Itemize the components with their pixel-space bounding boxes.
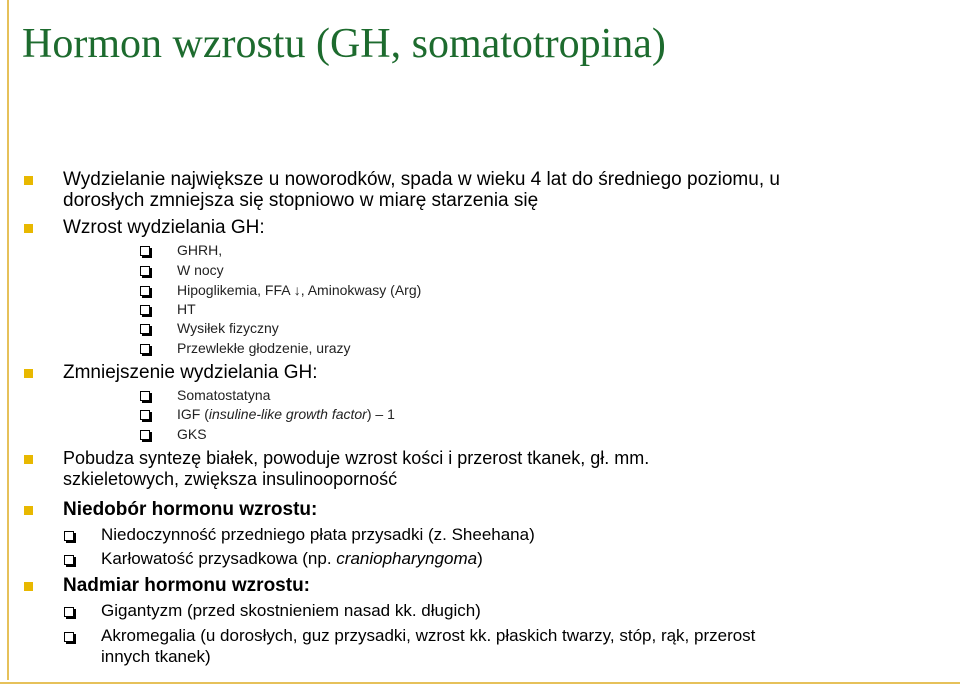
bullet-square-icon: [24, 176, 33, 185]
bottom-border-line: [0, 682, 960, 684]
checkbox-bullet-icon: [140, 391, 150, 401]
checkbox-bullet-icon: [64, 632, 74, 642]
checkbox-bullet-icon: [140, 410, 150, 420]
bullet-text: Wydzielanie największe u noworodków, spada w wieku 4 lat do średniego poziomu, u dorosłych zmniejsza się stopniowo w miarę starzenia się: [63, 169, 780, 211]
bullet-text: Zmniejszenie wydzielania GH:: [63, 362, 318, 383]
left-border-line: [7, 0, 9, 680]
bullet-text: Pobudza syntezę białek, powoduje wzrost kości i przerost tkanek, gł. mm. szkieletowych, zwiększa insulinooporność: [63, 448, 650, 489]
bullet-text: Wzrost wydzielania GH:: [63, 217, 265, 238]
sub-bullet-text: Hipoglikemia, FFA ↓, Aminokwasy (Arg): [177, 282, 422, 298]
sub-bullet-text: GHRH,: [177, 242, 223, 258]
sub-bullet-text: HT: [177, 301, 196, 317]
checkbox-bullet-icon: [64, 555, 74, 565]
checkbox-bullet-icon: [140, 324, 150, 334]
sub-bullet-text: Somatostatyna: [177, 387, 271, 403]
sub-bullet-text: Akromegalia (u dorosłych, guz przysadki, wzrost kk. płaskich twarzy, stóp, rąk, przerost innych tkanek): [101, 626, 756, 666]
checkbox-bullet-icon: [64, 531, 74, 541]
bullet-square-icon: [24, 224, 33, 233]
bullet-square-icon: [24, 369, 33, 378]
checkbox-bullet-icon: [140, 344, 150, 354]
sub-bullet-text: IGF (insuline-like growth factor) – 1: [177, 406, 395, 422]
sub-bullet-text: Karłowatość przysadkowa (np. craniopharyngoma): [101, 549, 483, 568]
slide-title: Hormon wzrostu (GH, somatotropina): [22, 21, 666, 67]
sub-bullet-text: Niedoczynność przedniego płata przysadki (z. Sheehana): [101, 525, 535, 544]
checkbox-bullet-icon: [64, 607, 74, 617]
bullet-heading: Niedobór hormonu wzrostu:: [63, 499, 318, 520]
bullet-square-icon: [24, 455, 33, 464]
checkbox-bullet-icon: [140, 305, 150, 315]
sub-bullet-text: GKS: [177, 426, 207, 442]
sub-bullet-text: Przewlekłe głodzenie, urazy: [177, 340, 351, 356]
bullet-heading: Nadmiar hormonu wzrostu:: [63, 575, 311, 596]
checkbox-bullet-icon: [140, 266, 150, 276]
sub-bullet-text: W nocy: [177, 262, 224, 278]
checkbox-bullet-icon: [140, 286, 150, 296]
bullet-square-icon: [24, 506, 33, 515]
bullet-square-icon: [24, 582, 33, 591]
checkbox-bullet-icon: [140, 430, 150, 440]
checkbox-bullet-icon: [140, 246, 150, 256]
sub-bullet-text: Gigantyzm (przed skostnieniem nasad kk. długich): [101, 601, 481, 620]
sub-bullet-text: Wysiłek fizyczny: [177, 320, 279, 336]
